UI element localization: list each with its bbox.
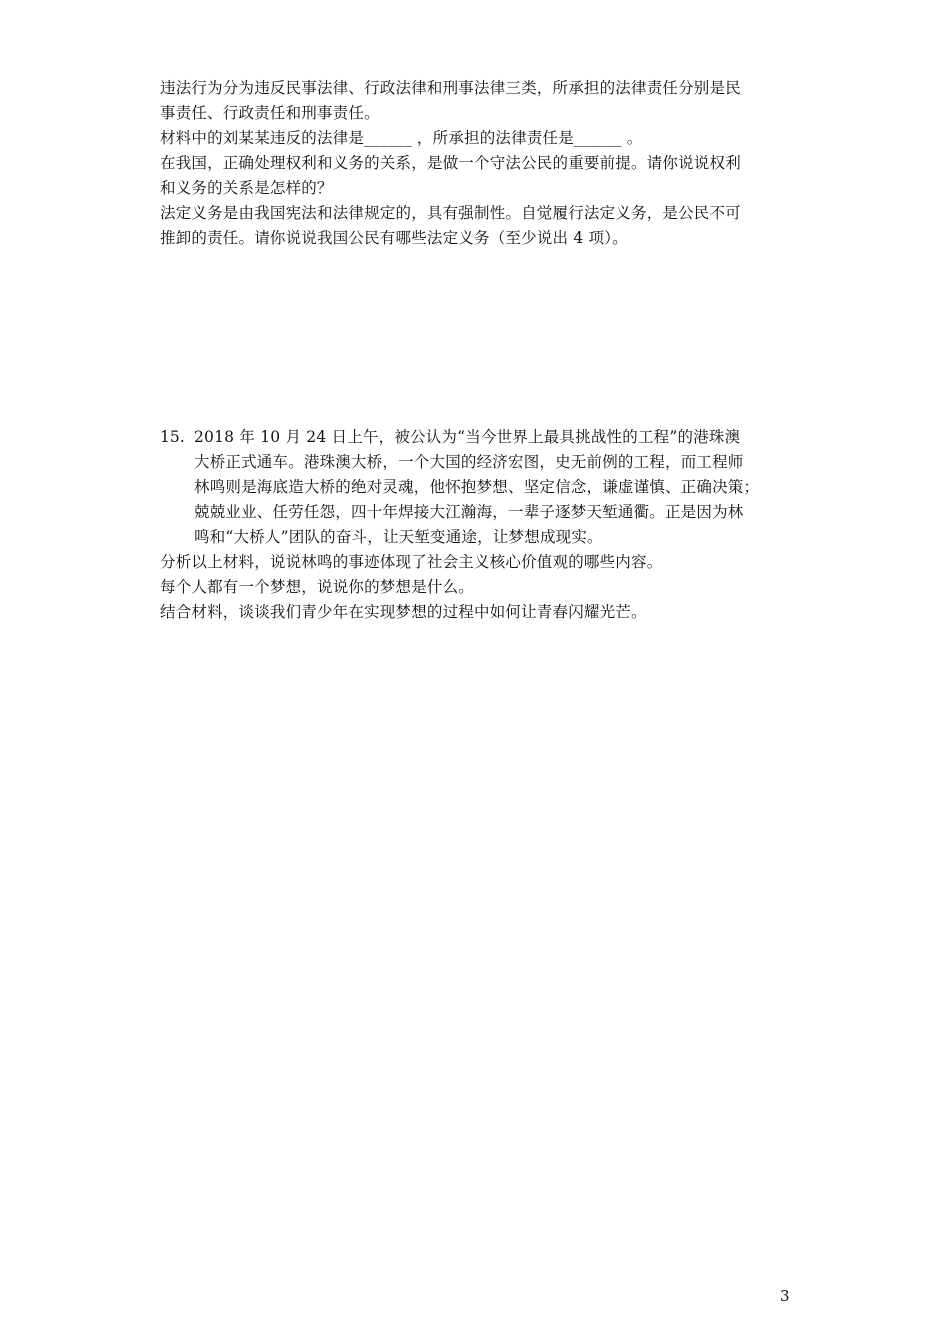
material-line: 兢兢业业、任劳任怨，四十年焊接大江瀚海，一辈子逐梦天堑通衢。正是因为林 [194, 503, 744, 521]
text-line: 违法行为分为违反民事法律、行政法律和刑事法律三类，所承担的法律责任分别是民 [160, 79, 741, 97]
sub-question: 结合材料，谈谈我们青少年在实现梦想的过程中如何让青春闪耀光芒。 [160, 603, 647, 621]
text-line: 推卸的责任。请你说说我国公民有哪些法定义务（至少说出 4 项）。 [160, 229, 628, 247]
material-line: 2018 年 10 月 24 日上午，被公认为“当今世界上最具挑战性的工程”的港珠澳 [194, 428, 741, 446]
text-line: 在我国，正确处理权利和义务的关系，是做一个守法公民的重要前提。请你说说权利 [160, 154, 741, 172]
sub-question: 分析以上材料，说说林鸣的事迹体现了社会主义核心价值观的哪些内容。 [160, 553, 663, 571]
question-number: 15. [160, 428, 185, 446]
text-line: 法定义务是由我国宪法和法律规定的，具有强制性。自觉履行法定义务，是公民不可 [160, 204, 741, 222]
text-line: 和义务的关系是怎样的？ [160, 179, 333, 197]
text-line: 材料中的刘某某违反的法律是______ ，所承担的法律责任是______ 。 [160, 129, 643, 147]
material-line: 鸣和“大桥人”团队的奋斗，让天堑变通途，让梦想成现实。 [194, 528, 603, 546]
material-line: 林鸣则是海底造大桥的绝对灵魂，他怀抱梦想、坚定信念，谦虚谨慎、正确决策； [194, 478, 760, 496]
material-line: 大桥正式通车。港珠澳大桥，一个大国的经济宏图，史无前例的工程，而工程师 [194, 453, 744, 471]
text-line: 事责任、行政责任和刑事责任。 [160, 104, 380, 122]
sub-question: 每个人都有一个梦想，说说你的梦想是什么。 [160, 578, 475, 596]
page-number: 3 [780, 1287, 790, 1305]
